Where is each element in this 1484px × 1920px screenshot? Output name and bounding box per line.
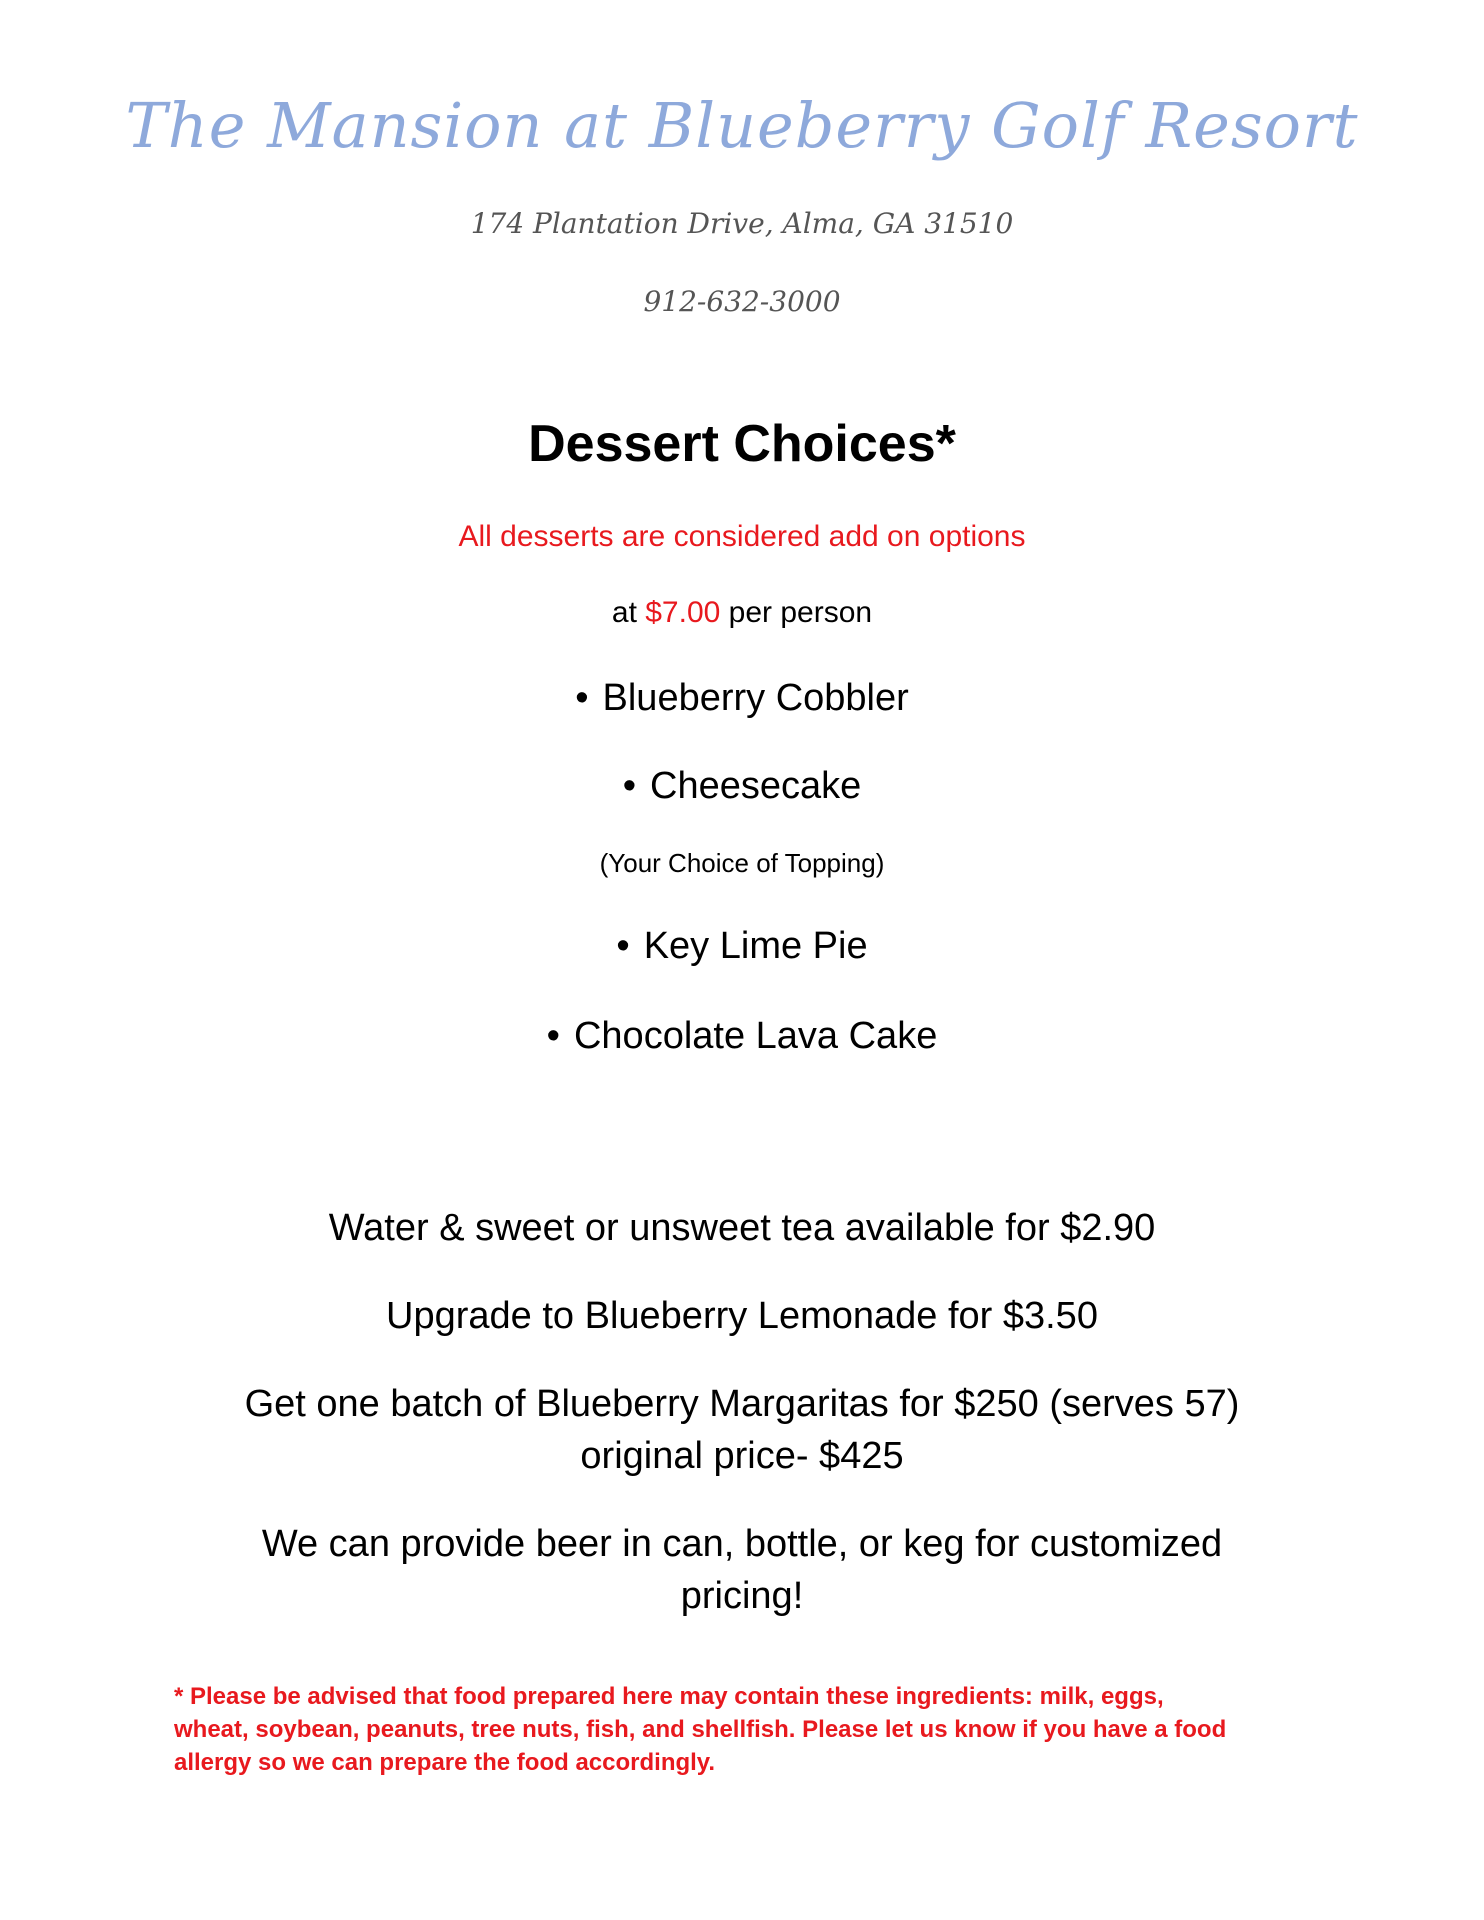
dessert-item-key-lime-pie bbox=[0, 922, 1484, 970]
dessert-item-cheesecake bbox=[0, 762, 1484, 810]
beverage-tea: Water & sweet or unsweet tea available for $2.90 bbox=[328, 1207, 1156, 1249]
allergy-line-3: allergy so we can prepare the food accordingly. bbox=[174, 1749, 716, 1776]
cheesecake-topping-note: (Your Choice of Topping) bbox=[599, 848, 885, 878]
venue-phone: 912-632-3000 bbox=[643, 285, 841, 318]
bullet-icon: • bbox=[622, 765, 637, 807]
bullet-icon: • bbox=[546, 1015, 560, 1057]
beer-line-2: pricing! bbox=[680, 1575, 804, 1617]
margaritas-offer: Get one batch of Blueberry Margaritas for $250 (serves 57) bbox=[244, 1383, 1240, 1425]
dessert-item-label: Key Lime Pie bbox=[643, 925, 868, 967]
dessert-item-blueberry-cobbler bbox=[0, 674, 1484, 722]
dessert-item-label: Blueberry Cobbler bbox=[602, 677, 909, 719]
margaritas-original-price: original price- $425 bbox=[580, 1435, 904, 1477]
beverage-beer bbox=[0, 1518, 1484, 1622]
dessert-section-title: Dessert Choices* bbox=[528, 415, 956, 473]
dessert-item-label: Cheesecake bbox=[650, 765, 862, 807]
dessert-item-chocolate-lava-cake bbox=[0, 1012, 1484, 1060]
price-suffix: per person bbox=[720, 596, 873, 629]
dessert-add-on-note: All desserts are considered add on options bbox=[458, 520, 1026, 553]
dessert-price: $7.00 bbox=[645, 596, 721, 629]
beverage-margaritas bbox=[0, 1378, 1484, 1482]
allergy-line-2: wheat, soybean, peanuts, tree nuts, fish, and shellfish. Please let us know if you have a food bbox=[174, 1716, 1227, 1743]
bullet-icon: • bbox=[575, 677, 589, 719]
allergy-notice bbox=[174, 1680, 1274, 1779]
allergy-line-1: * Please be advised that food prepared here may contain these ingredients: milk, eggs, bbox=[174, 1683, 1164, 1710]
venue-name: The Mansion at Blueberry Golf Resort bbox=[125, 89, 1359, 162]
venue-address: 174 Plantation Drive, Alma, GA 31510 bbox=[470, 207, 1014, 240]
dessert-item-label: Chocolate Lava Cake bbox=[573, 1015, 938, 1057]
price-prefix: at bbox=[611, 596, 646, 629]
beer-line-1: We can provide beer in can, bottle, or keg for customized bbox=[261, 1523, 1223, 1565]
bullet-icon: • bbox=[616, 925, 630, 967]
dessert-price-line bbox=[0, 594, 1484, 632]
beverage-lemonade: Upgrade to Blueberry Lemonade for $3.50 bbox=[386, 1295, 1098, 1337]
